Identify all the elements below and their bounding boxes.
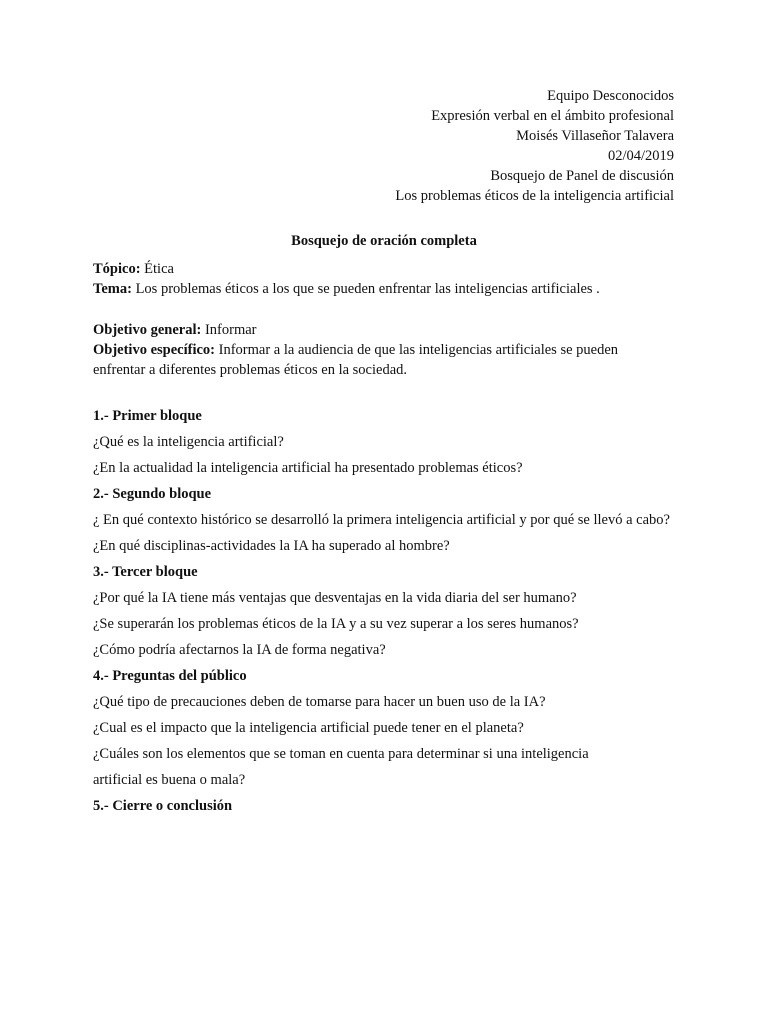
objective-general-value: Informar xyxy=(201,322,257,338)
section-4-heading: 4.- Preguntas del público xyxy=(93,668,247,684)
section-2-heading: 2.- Segundo bloque xyxy=(93,486,212,502)
section-3-heading: 3.- Tercer bloque xyxy=(93,564,198,580)
topic-line xyxy=(93,259,675,279)
question-item: ¿Qué es la inteligencia artificial? xyxy=(93,434,284,450)
objective-specific-line-2: enfrentar a diferentes problemas éticos en la sociedad. xyxy=(93,362,408,378)
author-name: Moisés Villaseñor Talavera xyxy=(516,128,674,144)
section-heading xyxy=(93,403,675,429)
team-name: Equipo Desconocidos xyxy=(547,88,674,104)
objective-general-line xyxy=(93,320,675,340)
document-type: Bosquejo de Panel de discusión xyxy=(490,168,674,184)
question-item: ¿Cuáles son los elementos que se toman en cuenta para determinar si una inteligencia artificial es buena o mala? xyxy=(93,746,589,788)
question-item: ¿Cómo podría afectarnos la IA de forma negativa? xyxy=(93,642,386,658)
topic-value: Ética xyxy=(140,261,174,277)
objectives-block xyxy=(93,320,675,380)
document-header xyxy=(395,86,674,206)
question-item: ¿ En qué contexto histórico se desarrolló la primera inteligencia artificial y por qué se llevó a cabo? xyxy=(93,512,670,528)
document-date: 02/04/2019 xyxy=(607,148,674,164)
objective-general-label: Objetivo general: xyxy=(93,322,202,338)
theme-label: Tema: xyxy=(93,281,132,297)
question-item: ¿Por qué la IA tiene más ventajas que desventajas en la vida diaria del ser humano? xyxy=(93,590,577,606)
section-heading xyxy=(93,481,675,507)
question-item: ¿En qué disciplinas-actividades la IA ha superado al hombre? xyxy=(93,538,450,554)
section-1-heading: 1.- Primer bloque xyxy=(93,408,202,424)
course-name: Expresión verbal en el ámbito profesional xyxy=(431,108,674,124)
section-heading xyxy=(93,663,675,689)
question-item: ¿En la actualidad la inteligencia artificial ha presentado problemas éticos? xyxy=(93,460,523,476)
document-title: Bosquejo de oración completa xyxy=(291,233,477,249)
topic-label: Tópico: xyxy=(93,261,141,277)
document-subject: Los problemas éticos de la inteligencia artificial xyxy=(395,188,674,204)
section-5-heading: 5.- Cierre o conclusión xyxy=(93,798,233,814)
question-item: ¿Se superarán los problemas éticos de la IA y a su vez superar a los seres humanos? xyxy=(93,616,579,632)
question-item: ¿Cual es el impacto que la inteligencia artificial puede tener en el planeta? xyxy=(93,720,524,736)
section-heading xyxy=(93,559,675,585)
section-heading xyxy=(93,793,675,819)
objective-specific-label: Objetivo específico: xyxy=(93,342,216,358)
objective-specific-value: Informar a la audiencia de que las inteligencias artificiales se pueden xyxy=(215,342,619,358)
topic-block xyxy=(93,259,675,299)
question-item: ¿Qué tipo de precauciones deben de tomarse para hacer un buen uso de la IA? xyxy=(93,694,546,710)
objective-specific-line xyxy=(93,340,675,360)
outline-sections xyxy=(93,403,675,819)
theme-value: Los problemas éticos a los que se pueden enfrentar las inteligencias artificiales . xyxy=(131,281,600,297)
theme-line xyxy=(93,279,675,299)
